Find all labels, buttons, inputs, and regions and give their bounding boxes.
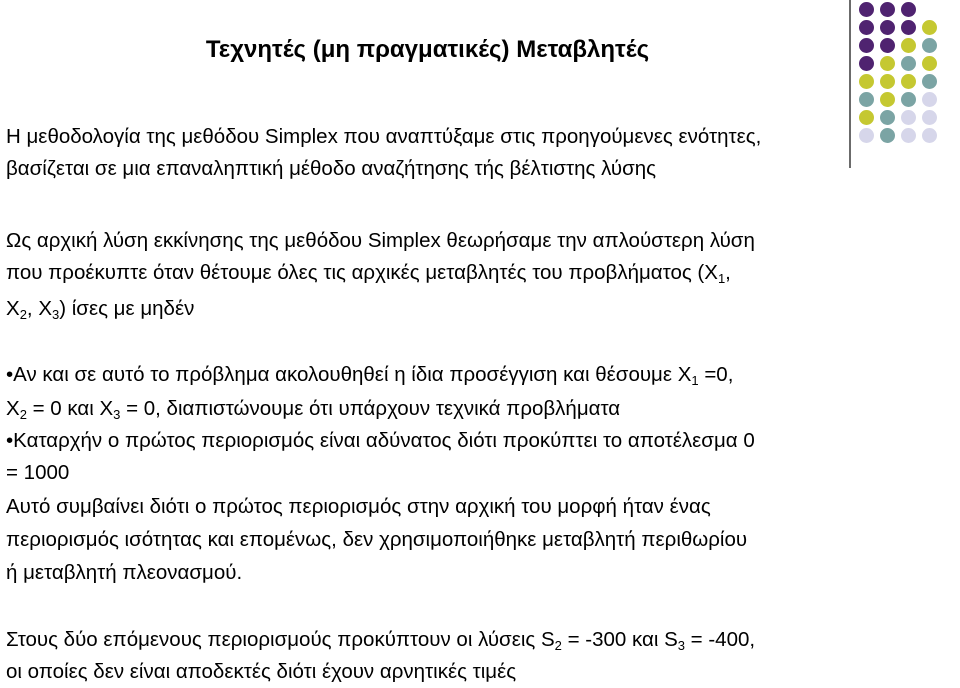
paragraph-2-line-1: Ως αρχική λύση εκκίνησης της μεθόδου Simplex θεωρήσαμε την απλούστερη λύση: [6, 229, 755, 252]
decorative-dot: [901, 56, 916, 71]
subscript: 3: [113, 407, 121, 422]
decorative-dot: [901, 110, 916, 125]
subscript: 2: [19, 307, 27, 322]
decorative-dot: [901, 74, 916, 89]
text-span: Στους δύο επόμενους περιορισμούς προκύπτουν οι λύσεις S: [6, 628, 555, 651]
paragraph-3-line-2: [6, 393, 620, 425]
decorative-dot: [859, 74, 874, 89]
text-span: X: [6, 297, 20, 320]
text-span: = -300 και S: [561, 628, 678, 651]
decorative-dots: [0, 0, 960, 140]
decorative-dot: [880, 56, 895, 71]
decorative-dot: [859, 20, 874, 35]
text-span: X: [6, 397, 20, 420]
paragraph-4-line-1: [6, 624, 755, 656]
paragraph-2-line-2: [6, 257, 731, 289]
decorative-dot: [859, 38, 874, 53]
decorative-dot: [922, 38, 937, 53]
decorative-dot: [880, 74, 895, 89]
decorative-dot: [922, 56, 937, 71]
slide-title: Τεχνητές (μη πραγματικές) Μεταβλητές: [205, 36, 650, 63]
decorative-dot: [901, 128, 916, 143]
decorative-dot: [880, 38, 895, 53]
decorative-dot: [859, 56, 874, 71]
decorative-dot: [859, 128, 874, 143]
subscript: 2: [19, 407, 27, 422]
decorative-dot: [859, 92, 874, 107]
text-span: = 0 και X: [26, 397, 114, 420]
paragraph-3-line-3: •Καταρχήν ο πρώτος περιορισμός είναι αδύνατος διότι προκύπτει το αποτέλεσμα 0: [6, 429, 755, 452]
text-span: •Αν και σε αυτό το πρόβλημα ακολουθηθεί η ίδια προσέγγιση και θέσουμε X: [6, 363, 692, 386]
subscript: 2: [554, 638, 562, 653]
decorative-dot: [922, 128, 937, 143]
text-span: = -400,: [684, 628, 756, 651]
text-span: που προέκυπτε όταν θέτουμε όλες τις αρχικές μεταβλητές του προβλήματος (X: [6, 261, 718, 284]
text-span: ) ίσες με μηδέν: [59, 297, 195, 320]
paragraph-3-line-7: ή μεταβλητή πλεονασμού.: [6, 561, 243, 584]
decorative-dot: [901, 38, 916, 53]
paragraph-3-line-5: Αυτό συμβαίνει διότι ο πρώτος περιορισμός στην αρχική του μορφή ήταν ένας: [6, 495, 711, 518]
text-span: = 0, διαπιστώνουμε ότι υπάρχουν τεχνικά προβλήματα: [120, 397, 621, 420]
paragraph-1-line-1: Η μεθοδολογία της μεθόδου Simplex που αναπτύξαμε στις προηγούμενες ενότητες,: [6, 125, 762, 148]
decorative-dot: [901, 20, 916, 35]
text-span: ,: [725, 261, 731, 284]
decorative-dot: [922, 20, 937, 35]
decorative-dot: [880, 92, 895, 107]
text-span: , X: [26, 297, 52, 320]
decorative-dot: [859, 110, 874, 125]
subscript: 1: [717, 271, 726, 286]
text-span: =0,: [698, 363, 734, 386]
decorative-dot: [922, 92, 937, 107]
paragraph-3-line-4: = 1000: [6, 461, 70, 484]
paragraph-4-line-2: οι οποίες δεν είναι αποδεκτές διότι έχουν αρνητικές τιμές: [6, 660, 517, 683]
decorative-dot: [880, 128, 895, 143]
subscript: 1: [691, 373, 699, 388]
decorative-dot: [859, 2, 874, 17]
paragraph-3-line-6: περιορισμός ισότητας και επομένως, δεν χρησιμοποιήθηκε μεταβλητή περιθωρίου: [6, 528, 748, 551]
paragraph-3-line-1: [6, 359, 733, 391]
decorative-vertical-line: [849, 0, 851, 168]
decorative-dot: [901, 92, 916, 107]
decorative-dot: [880, 110, 895, 125]
paragraph-2-line-3: [6, 293, 194, 325]
decorative-dot: [880, 20, 895, 35]
subscript: 3: [677, 638, 685, 653]
decorative-dot: [901, 2, 916, 17]
decorative-dot: [922, 74, 937, 89]
paragraph-1-line-2: βασίζεται σε μια επαναληπτική μέθοδο αναζήτησης τής βέλτιστης λύσης: [6, 157, 657, 180]
decorative-dot: [922, 110, 937, 125]
subscript: 3: [52, 307, 60, 322]
decorative-dot: [880, 2, 895, 17]
